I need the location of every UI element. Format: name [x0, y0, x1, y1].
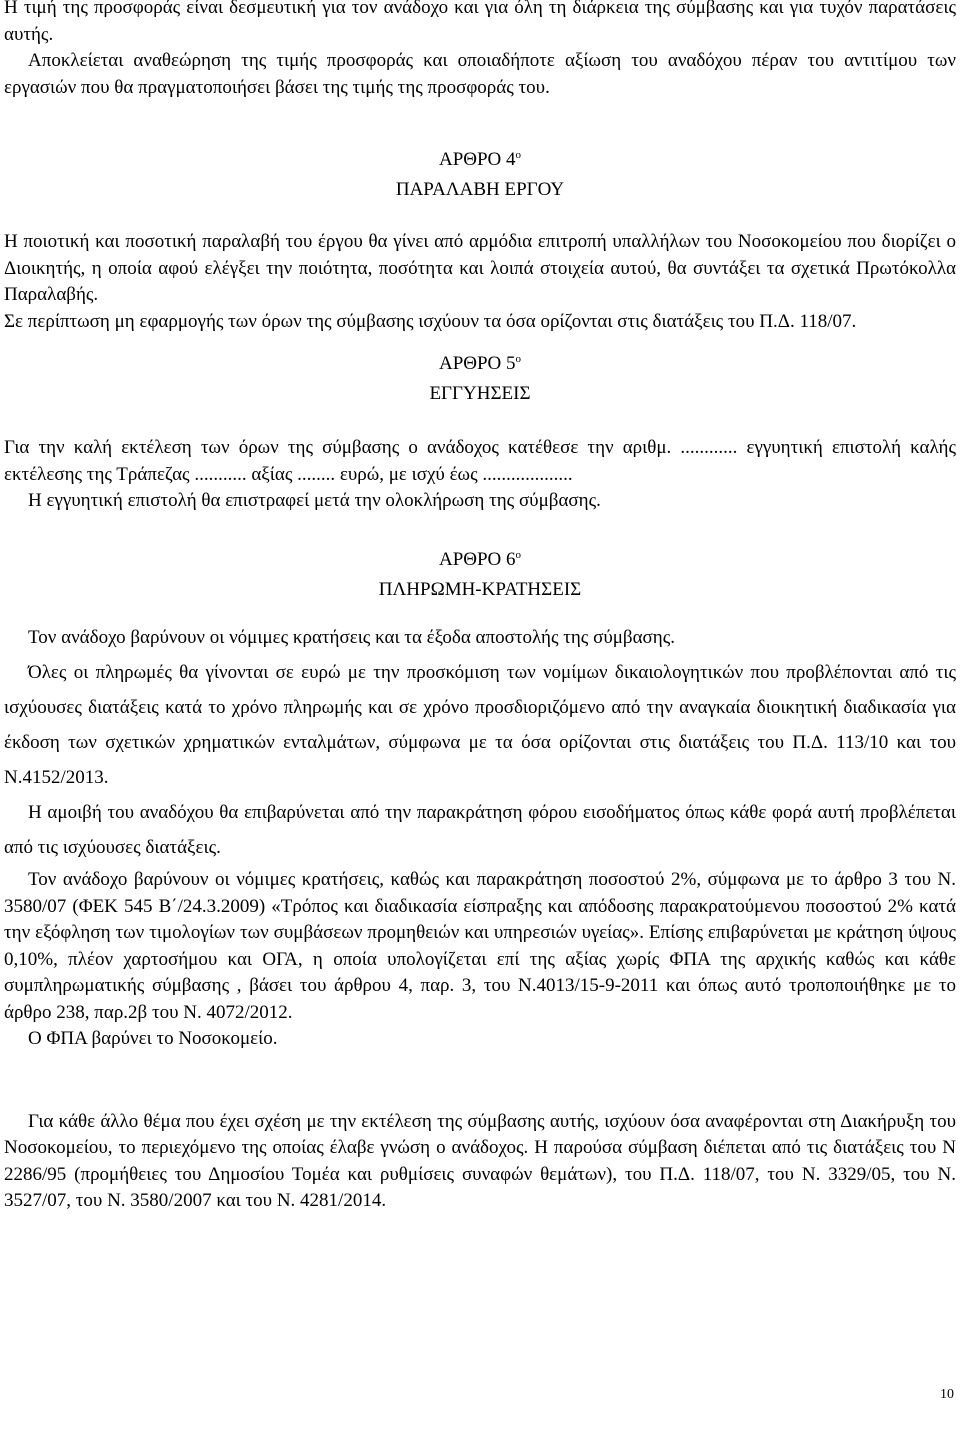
article-5-number: ΑΡΘΡΟ $5^o$ [438, 353, 522, 374]
article-6-paragraph-3: Η αμοιβή του αναδόχου θα επιβαρύνεται από την παρακράτηση φόρου εισοδήματος όπως κάθε φορά αυτή προβλέπεται από τις ισχύουσες διατάξεις. [4, 802, 956, 858]
article-4-heading [4, 145, 956, 205]
intro-paragraph-2: Αποκλείεται αναθεώρηση της τιμής προσφοράς και οποιαδήποτε αξίωση του αναδόχου πέραν του αντιτίμου των εργασιών που θα πραγματοποιήσει βάσει της τιμής της προσφοράς του. [4, 50, 956, 98]
article-4-paragraph-2: Σε περίπτωση μη εφαρμογής των όρων της σύμβασης ισχύουν τα όσα ορίζονται στις διατάξεις του Π.Δ. 118/07. [4, 310, 857, 332]
intro-paragraph-1: Η τιμή της προσφοράς είναι δεσμευτική για τον ανάδοχο και για όλη τη διάρκεια της σύμβασης και για τυχόν παρατάσεις αυτής. [4, 0, 956, 45]
page-number: 10 [940, 1387, 954, 1402]
article-6-paragraph-1: Τον ανάδοχο βαρύνουν οι νόμιμες κρατήσεις και τα έξοδα αποστολής της σύμβασης. [28, 626, 675, 648]
article-5-paragraph-1: Για την καλή εκτέλεση των όρων της σύμβασης ο ανάδοχος κατέθεσε την αριθμ. ............ εγγυητική επιστολή καλής εκτέλεσης της Τράπεζας ........... αξίας ........ ευρώ, με ισχύ έως ................... [4, 437, 956, 485]
article-6-heading [4, 545, 956, 605]
article-5-paragraph-2: Η εγγυητική επιστολή θα επιστραφεί μετά την ολοκλήρωση της σύμβασης. [28, 490, 601, 511]
article-4-title: ΠΑΡΑΛΑΒΗ ΕΡΓΟΥ [395, 179, 565, 200]
article-5-title: ΕΓΓΥΗΣΕΙΣ [429, 383, 531, 404]
article-5-heading [4, 349, 956, 409]
closing-paragraph: Για κάθε άλλο θέμα που έχει σχέση με την εκτέλεση της σύμβασης αυτής, ισχύουν όσα αναφέρονται στη Διακήρυξη του Νοσοκομείου, το περιεχόμενο της οποίας έλαβε γνώση ο ανάδοχος. Η παρούσα σύμβαση διέπεται από τις διατάξεις του Ν 2286/95 (προμήθειες του Δημοσίου Τομέα και ρυθμίσεις συναφών θεμάτων), του Π.Δ. 118/07, του Ν. 3329/05, του Ν. 3527/07, του Ν. 3580/2007 και του Ν. 4281/2014. [4, 1110, 956, 1211]
article-4-paragraph-1: Η ποιοτική και ποσοτική παραλαβή του έργου θα γίνει από αρμόδια επιτροπή υπαλλήλων του Νοσοκομείου που διορίζει ο Διοικητής, η οποία αφού ελέγξει την ποιότητα, ποσότητα και λοιπά στοιχεία αυτού, θα συντάξει τα σχετικά Πρωτόκολλα Παραλαβής. [4, 231, 956, 305]
article-6-paragraph-2: Όλες οι πληρωμές θα γίνονται σε ευρώ με την προσκόμιση των νομίμων δικαιολογητικών που προβλέπονται από τις ισχύουσες διατάξεις κατά το χρόνο πληρωμής και σε χρόνο προσδιοριζόμενο από την αναγκαία διοικητική διαδικασία για έκδοση των σχετικών χρηματικών ενταλμάτων, σύμφωνα με τα όσα ορίζονται στις διατάξεις του Π.Δ. 113/10 και του Ν.4152/2013. [4, 662, 956, 788]
article-6-title: ΠΛΗΡΩΜΗ-ΚΡΑΤΗΣΕΙΣ [378, 578, 582, 600]
article-4-number: ΑΡΘΡΟ $4^o$ [438, 149, 522, 170]
article-6-paragraph-4: Τον ανάδοχο βαρύνουν οι νόμιμες κρατήσεις, καθώς και παρακράτηση ποσοστού 2%, σύμφωνα με το άρθρο 3 του Ν. 3580/07 (ΦΕΚ 545 Β΄/24.3.2009) «Τρόπος και διαδικασία είσπραξης και απόδοσης παρακρατούμενου ποσοστού 2% κατά την εξόφληση των τιμολογίων των συμβάσεων προμηθειών και υπηρεσιών υγείας». Επίσης επιβαρύνεται με κράτηση ύψους 0,10%, πλέον χαρτοσήμου και ΟΓΑ, η οποία υπολογίζεται επί της αξίας χωρίς ΦΠΑ της αρχικής καθώς και κάθε συμπληρωματικής σύμβασης , βάσει του άρθρου 4, παρ. 3, του Ν.4013/15-9-2011 και όπως αυτό τροποποιήθηκε με το άρθρο 238, παρ.2β του Ν. 4072/2012. [4, 869, 956, 1023]
article-6-paragraph-5: Ο ΦΠΑ βαρύνει το Νοσοκομείο. [28, 1028, 278, 1049]
article-6-number: ΑΡΘΡΟ $6^o$ [438, 548, 522, 570]
